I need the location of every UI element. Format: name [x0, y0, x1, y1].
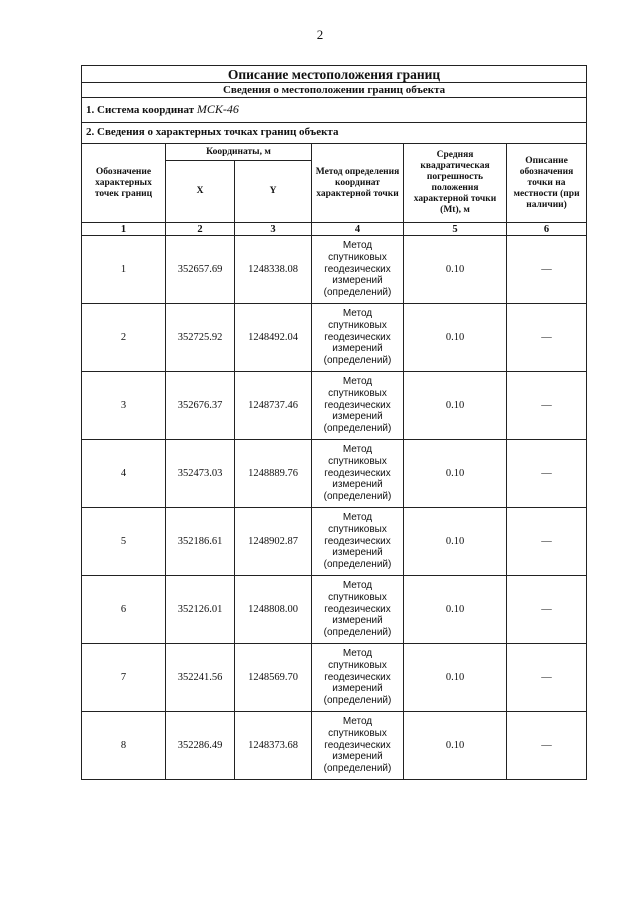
header-x: X — [166, 161, 235, 223]
error-cell: 0.10 — [404, 440, 507, 508]
method-cell: Метод спутниковых геодезических измерений (определений) — [312, 712, 404, 780]
header-error: Средняя квадратическая погрешность положения характерной точки (Mt), м — [404, 144, 507, 223]
x-cell: 352241.56 — [166, 644, 235, 712]
x-cell: 352473.03 — [166, 440, 235, 508]
coordinate-system-label: 1. Система координат — [86, 103, 195, 116]
method-cell: Метод спутниковых геодезических измерений (определений) — [312, 644, 404, 712]
x-cell: 352657.69 — [166, 236, 235, 304]
y-cell: 1248492.04 — [235, 304, 312, 372]
error-cell: 0.10 — [404, 576, 507, 644]
method-cell: Метод спутниковых геодезических измерений (определений) — [312, 508, 404, 576]
column-number: 5 — [404, 223, 507, 236]
description-cell: — — [507, 236, 587, 304]
point-cell: 2 — [82, 304, 166, 372]
error-cell: 0.10 — [404, 712, 507, 780]
y-cell: 1248569.70 — [235, 644, 312, 712]
y-cell: 1248902.87 — [235, 508, 312, 576]
error-cell: 0.10 — [404, 304, 507, 372]
table-row — [82, 712, 587, 780]
point-cell: 4 — [82, 440, 166, 508]
y-cell: 1248889.76 — [235, 440, 312, 508]
description-cell: — — [507, 712, 587, 780]
error-cell: 0.10 — [404, 372, 507, 440]
y-cell: 1248737.46 — [235, 372, 312, 440]
y-cell: 1248338.08 — [235, 236, 312, 304]
coordinate-system-value: МСК-46 — [196, 101, 239, 116]
error-cell: 0.10 — [404, 508, 507, 576]
method-cell: Метод спутниковых геодезических измерений (определений) — [312, 304, 404, 372]
description-cell: — — [507, 372, 587, 440]
description-cell: — — [507, 644, 587, 712]
description-cell: — — [507, 440, 587, 508]
point-cell: 8 — [82, 712, 166, 780]
document-subtitle: Сведения о местоположении границ объекта — [82, 83, 587, 98]
document-title: Описание местоположения границ — [82, 66, 587, 83]
column-number: 3 — [235, 223, 312, 236]
table-row — [82, 576, 587, 644]
column-number: 4 — [312, 223, 404, 236]
table-row — [82, 440, 587, 508]
method-cell: Метод спутниковых геодезических измерений (определений) — [312, 440, 404, 508]
method-cell: Метод спутниковых геодезических измерений (определений) — [312, 576, 404, 644]
boundary-description-table — [81, 65, 587, 780]
table-row — [82, 236, 587, 304]
table-row — [82, 644, 587, 712]
y-cell: 1248808.00 — [235, 576, 312, 644]
table-row — [82, 372, 587, 440]
x-cell: 352676.37 — [166, 372, 235, 440]
page-number: 2 — [316, 27, 324, 42]
header-y: Y — [235, 161, 312, 223]
x-cell: 352126.01 — [166, 576, 235, 644]
x-cell: 352725.92 — [166, 304, 235, 372]
header-description: Описание обозначения точки на местности (при наличии) — [507, 144, 587, 223]
points-section-title: 2. Сведения о характерных точках границ объекта — [82, 123, 587, 144]
header-method: Метод определения координат характерной точки — [312, 144, 404, 223]
description-cell: — — [507, 576, 587, 644]
column-number: 1 — [82, 223, 166, 236]
coordinate-system — [82, 98, 587, 123]
method-cell: Метод спутниковых геодезических измерений (определений) — [312, 236, 404, 304]
header-coordinates: Координаты, м — [166, 144, 312, 161]
point-cell: 7 — [82, 644, 166, 712]
column-number: 6 — [507, 223, 587, 236]
table-row — [82, 304, 587, 372]
x-cell: 352186.61 — [166, 508, 235, 576]
method-cell: Метод спутниковых геодезических измерений (определений) — [312, 372, 404, 440]
header-designation: Обозначение характерных точек границ — [82, 144, 166, 223]
table-row — [82, 508, 587, 576]
error-cell: 0.10 — [404, 236, 507, 304]
error-cell: 0.10 — [404, 644, 507, 712]
point-cell: 5 — [82, 508, 166, 576]
point-cell: 3 — [82, 372, 166, 440]
point-cell: 1 — [82, 236, 166, 304]
point-cell: 6 — [82, 576, 166, 644]
y-cell: 1248373.68 — [235, 712, 312, 780]
column-number: 2 — [166, 223, 235, 236]
x-cell: 352286.49 — [166, 712, 235, 780]
description-cell: — — [507, 508, 587, 576]
description-cell: — — [507, 304, 587, 372]
